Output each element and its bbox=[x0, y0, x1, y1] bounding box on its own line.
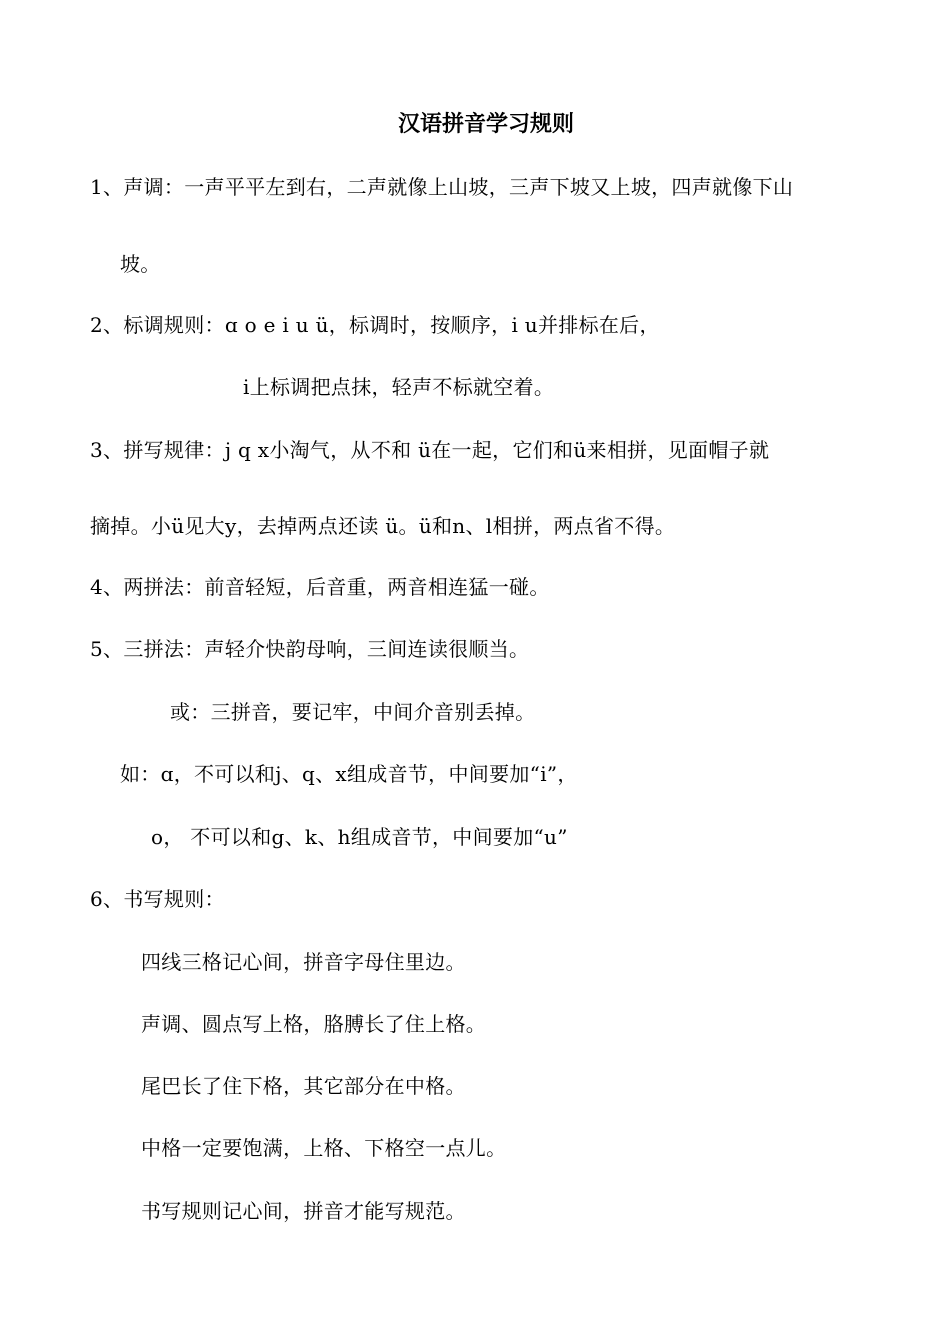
rule-1-tone-line-2: 坡。 bbox=[120, 252, 161, 276]
rule-6-verse-4: 中格一定要饱满，上格、下格空一点儿。 bbox=[141, 1136, 507, 1160]
rule-6-writing-heading: 6、书写规则： bbox=[90, 887, 225, 911]
rule-2-tone-marking-line-2: i上标调把点抹，轻声不标就空着。 bbox=[243, 375, 555, 399]
rule-2-tone-marking-line-1: 2、标调规则：ɑ o e i u ü，标调时，按顺序，i u并排标在后， bbox=[90, 313, 660, 337]
rule-6-verse-5: 书写规则记心间，拼音才能写规范。 bbox=[141, 1199, 466, 1223]
rule-5-three-part-spelling: 5、三拼法：声轻介快韵母响，三间连读很顺当。 bbox=[90, 637, 530, 661]
rule-3-spelling-line-1: 3、拼写规律：j q x小淘气，从不和 ü在一起，它们和ü来相拼，见面帽子就 bbox=[90, 438, 770, 462]
rule-1-tone-line-1: 1、声调：一声平平左到右，二声就像上山坡，三声下坡又上坡，四声就像下山 bbox=[90, 175, 794, 199]
rule-5-example-a: 如：ɑ，不可以和j、q、x组成音节，中间要加“i”， bbox=[120, 762, 578, 786]
rule-6-verse-2: 声调、圆点写上格，胳膊长了住上格。 bbox=[141, 1012, 487, 1036]
rule-3-spelling-line-2: 摘掉。小ü见大y，去掉两点还读 ü。ü和n、l相拼，两点省不得。 bbox=[90, 514, 676, 538]
rule-5-example-o: o， 不可以和g、k、h组成音节，中间要加“u” bbox=[151, 825, 568, 849]
rule-5-alternative: 或：三拼音，要记牢，中间介音别丢掉。 bbox=[170, 700, 536, 724]
rule-6-verse-3: 尾巴长了住下格，其它部分在中格。 bbox=[141, 1074, 466, 1098]
rule-6-verse-1: 四线三格记心间，拼音字母住里边。 bbox=[141, 950, 466, 974]
document-title: 汉语拼音学习规则 bbox=[397, 111, 574, 137]
rule-4-two-part-spelling: 4、两拼法：前音轻短，后音重，两音相连猛一碰。 bbox=[90, 575, 550, 599]
